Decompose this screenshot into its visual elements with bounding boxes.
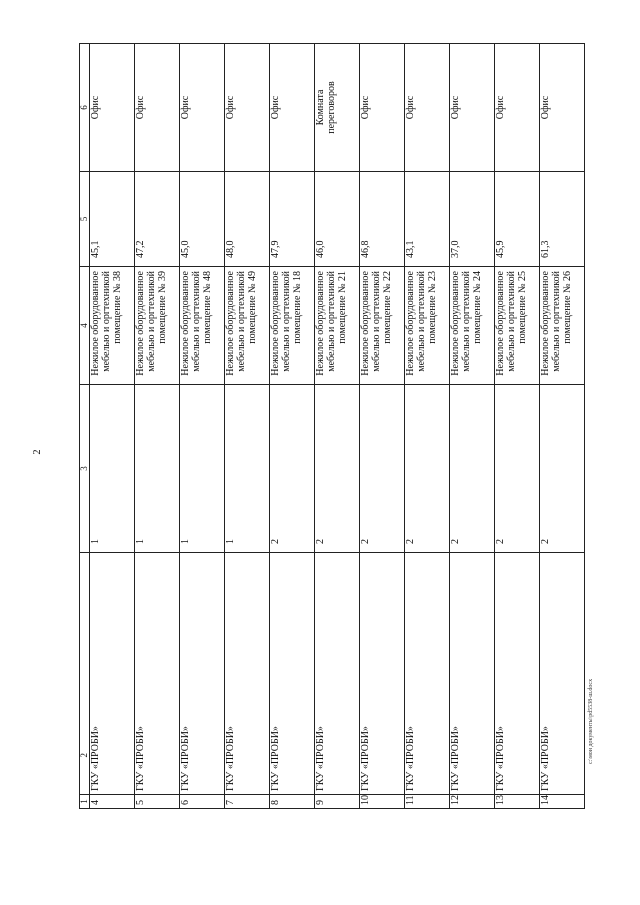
table-row [270, 44, 315, 809]
floor-number: 2 [360, 385, 405, 553]
description-line: мебелью и оргтехникой [416, 271, 427, 372]
organization-name: ГКУ «ПРОБИ» [450, 553, 495, 795]
floor-number: 2 [495, 385, 540, 553]
description-line: Нежилое оборудованное [315, 271, 326, 376]
description-line: Нежилое оборудованное [180, 271, 191, 376]
floor-number: 2 [405, 385, 450, 553]
usage-line: Офис [180, 95, 191, 120]
usage-line: Офис [405, 95, 416, 120]
row-number: 11 [405, 795, 450, 809]
description-line: мебелью и оргтехникой [281, 271, 292, 372]
premises-description [270, 267, 315, 385]
usage-purpose [270, 44, 315, 172]
floor-number: 1 [180, 385, 225, 553]
header-col-6: 6 [80, 44, 90, 172]
organization-name: ГКУ «ПРОБИ» [360, 553, 405, 795]
description-line: мебелью и оргтехникой [326, 271, 337, 372]
header-row [80, 44, 90, 809]
description-line: помещение № 24 [472, 271, 483, 344]
area-value: 45,0 [180, 172, 225, 267]
table-row [540, 44, 585, 809]
description-line: помещение № 23 [427, 271, 438, 344]
premises-description [540, 267, 585, 385]
description-line: мебелью и оргтехникой [506, 271, 517, 372]
floor-number: 1 [90, 385, 135, 553]
row-number: 13 [495, 795, 540, 809]
description-line: помещение № 25 [517, 271, 528, 344]
table-row [360, 44, 405, 809]
description-line: мебелью и оргтехникой [236, 271, 247, 372]
premises-description [225, 267, 270, 385]
organization-name: ГКУ «ПРОБИ» [495, 553, 540, 795]
row-number: 10 [360, 795, 405, 809]
usage-line: Офис [495, 95, 506, 120]
area-value: 37,0 [450, 172, 495, 267]
row-number: 8 [270, 795, 315, 809]
area-value: 61,3 [540, 172, 585, 267]
description-line: помещение № 26 [562, 271, 573, 344]
premises-description [180, 267, 225, 385]
description-line: мебелью и оргтехникой [101, 271, 112, 372]
area-value: 47,2 [135, 172, 180, 267]
usage-line: Офис [540, 95, 551, 120]
usage-purpose [405, 44, 450, 172]
area-value: 46,0 [315, 172, 360, 267]
usage-purpose [315, 44, 360, 172]
description-line: Нежилое оборудованное [450, 271, 461, 376]
area-value: 45,9 [495, 172, 540, 267]
organization-name: ГКУ «ПРОБИ» [540, 553, 585, 795]
organization-name: ГКУ «ПРОБИ» [180, 553, 225, 795]
description-line: Нежилое оборудованное [225, 271, 236, 376]
description-line: помещение № 22 [382, 271, 393, 344]
premises-description [450, 267, 495, 385]
premises-description [135, 267, 180, 385]
rotated-table-container [79, 44, 587, 809]
floor-number: 1 [225, 385, 270, 553]
organization-name: ГКУ «ПРОБИ» [315, 553, 360, 795]
area-value: 46,8 [360, 172, 405, 267]
organization-name: ГКУ «ПРОБИ» [90, 553, 135, 795]
area-value: 45,1 [90, 172, 135, 267]
table-row [405, 44, 450, 809]
description-line: Нежилое оборудованное [90, 271, 101, 376]
description-line: помещение № 18 [292, 271, 303, 344]
usage-line: Офис [135, 95, 146, 120]
row-number: 14 [540, 795, 585, 809]
description-line: мебелью и оргтехникой [461, 271, 472, 372]
table-row [450, 44, 495, 809]
row-number: 12 [450, 795, 495, 809]
header-col-4: 4 [80, 267, 90, 385]
usage-line: Комната [315, 89, 326, 126]
usage-line: Офис [450, 95, 461, 120]
description-line: мебелью и оргтехникой [191, 271, 202, 372]
usage-line: Офис [360, 95, 371, 120]
organization-name: ГКУ «ПРОБИ» [405, 553, 450, 795]
row-number: 9 [315, 795, 360, 809]
table-row [180, 44, 225, 809]
premises-description [405, 267, 450, 385]
description-line: помещение № 39 [157, 271, 168, 344]
table-body [90, 44, 585, 809]
premises-table [79, 43, 585, 809]
area-value: 47,9 [270, 172, 315, 267]
usage-purpose [225, 44, 270, 172]
floor-number: 2 [270, 385, 315, 553]
usage-line: Офис [90, 95, 101, 120]
description-line: Нежилое оборудованное [540, 271, 551, 376]
usage-line: Офис [225, 95, 236, 120]
description-line: Нежилое оборудованное [270, 271, 281, 376]
description-line: Нежилое оборудованное [405, 271, 416, 376]
row-number: 6 [180, 795, 225, 809]
row-number: 7 [225, 795, 270, 809]
description-line: помещение № 21 [337, 271, 348, 344]
row-number: 4 [90, 795, 135, 809]
table-row [225, 44, 270, 809]
header-col-3: 3 [80, 385, 90, 553]
header-col-5: 5 [80, 172, 90, 267]
organization-name: ГКУ «ПРОБИ» [135, 553, 180, 795]
description-line: помещение № 48 [202, 271, 213, 344]
area-value: 43,1 [405, 172, 450, 267]
description-line: Нежилое оборудованное [495, 271, 506, 376]
premises-description [495, 267, 540, 385]
usage-line: Офис [270, 95, 281, 120]
premises-description [315, 267, 360, 385]
floor-number: 2 [450, 385, 495, 553]
description-line: помещение № 49 [247, 271, 258, 344]
table-row [315, 44, 360, 809]
table-wrapper [79, 44, 587, 809]
usage-line: переговоров [326, 81, 337, 134]
description-line: Нежилое оборудованное [360, 271, 371, 376]
header-col-1: 1 [80, 795, 90, 809]
area-value: 48,0 [225, 172, 270, 267]
floor-number: 2 [315, 385, 360, 553]
usage-purpose [540, 44, 585, 172]
header-col-2: 2 [80, 553, 90, 795]
row-number: 5 [135, 795, 180, 809]
floor-number: 2 [540, 385, 585, 553]
organization-name: ГКУ «ПРОБИ» [225, 553, 270, 795]
table-row [495, 44, 540, 809]
floor-number: 1 [135, 385, 180, 553]
description-line: мебелью и оргтехникой [371, 271, 382, 372]
usage-purpose [135, 44, 180, 172]
usage-purpose [90, 44, 135, 172]
usage-purpose [450, 44, 495, 172]
premises-description [90, 267, 135, 385]
footer-file-path: c:\мои документы\pd5538-ш.docx [588, 678, 594, 764]
usage-purpose [495, 44, 540, 172]
usage-purpose [180, 44, 225, 172]
description-line: мебелью и оргтехникой [551, 271, 562, 372]
table-row [135, 44, 180, 809]
organization-name: ГКУ «ПРОБИ» [270, 553, 315, 795]
table-row [90, 44, 135, 809]
description-line: помещение № 38 [112, 271, 123, 344]
usage-purpose [360, 44, 405, 172]
page-number: 2 [32, 449, 43, 455]
description-line: мебелью и оргтехникой [146, 271, 157, 372]
description-line: Нежилое оборудованное [135, 271, 146, 376]
premises-description [360, 267, 405, 385]
